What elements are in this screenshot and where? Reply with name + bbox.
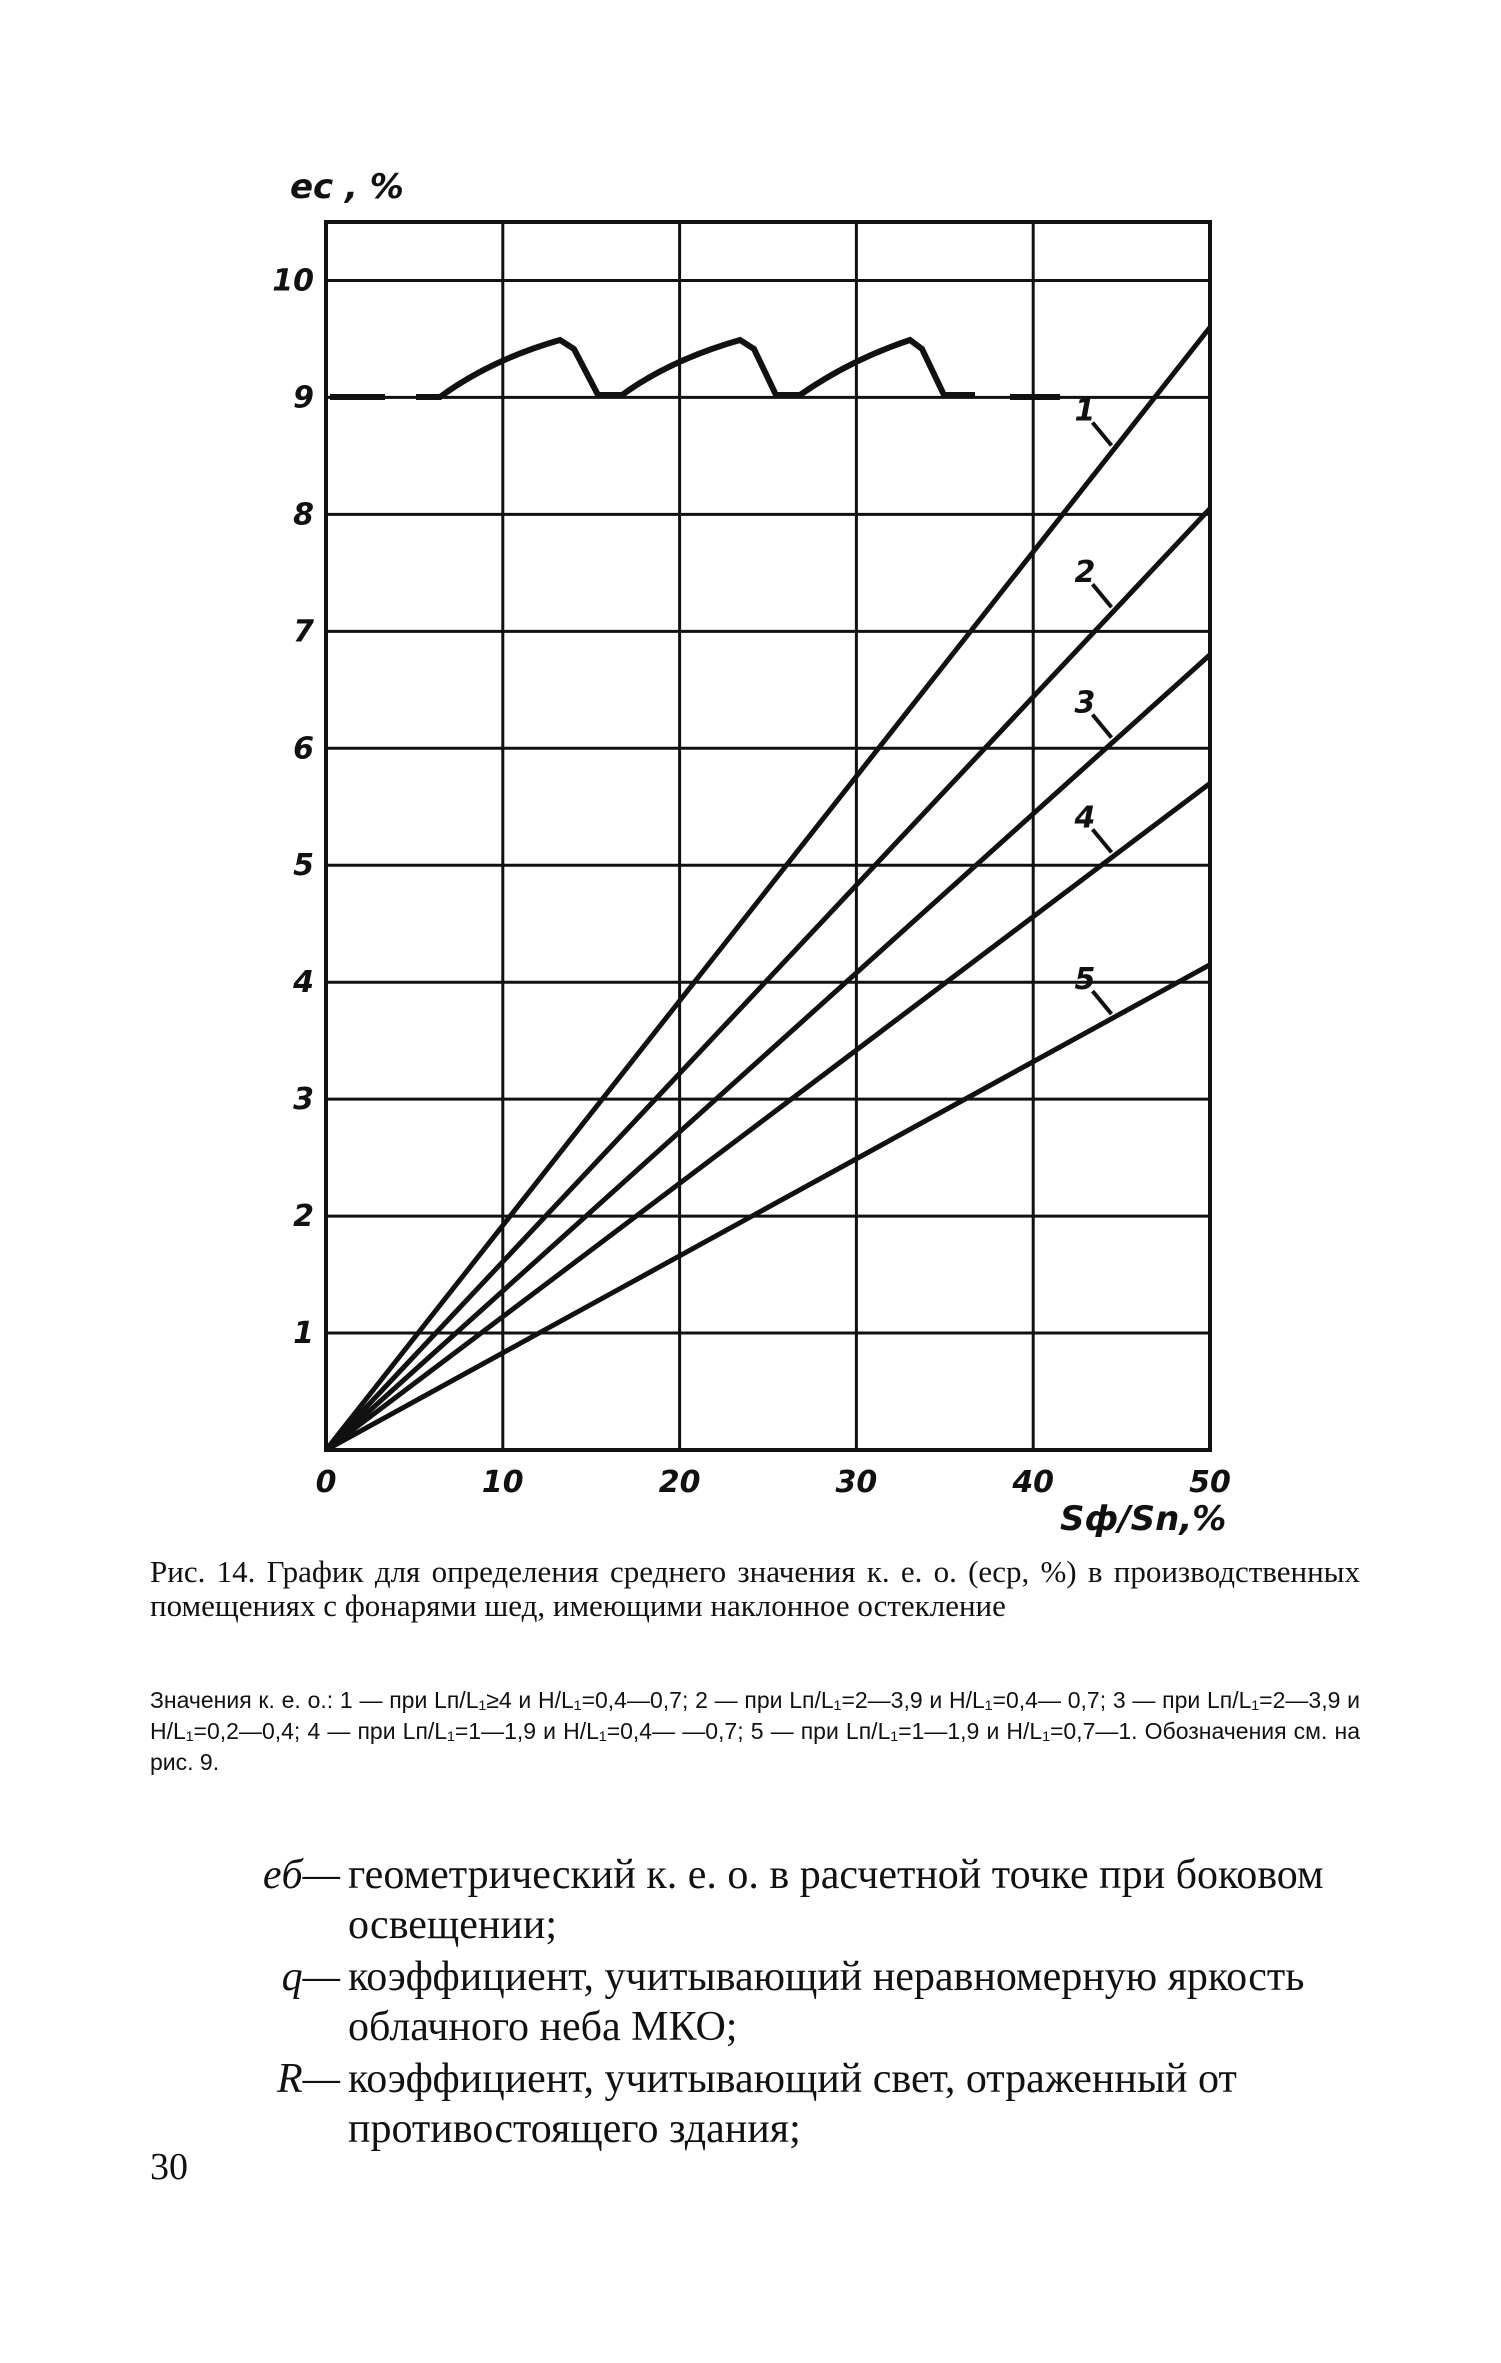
y-tick-label: 2 (293, 1199, 314, 1235)
chart-series (326, 327, 1210, 1450)
y-axis-title: eс , % (290, 167, 404, 207)
shed-roof-profile (330, 340, 1060, 397)
shed-roof-profile-path (416, 340, 975, 397)
x-axis-title: Sф/Sn,% (1060, 1499, 1227, 1539)
y-tick-label: 6 (293, 731, 314, 767)
y-tick-label: 1 (293, 1316, 314, 1352)
x-tick-label: 40 (1012, 1465, 1055, 1500)
definition-symbol: R— (277, 2056, 340, 2102)
x-tick-label: 30 (835, 1465, 878, 1500)
figure-caption: Рис. 14. График для определения среднего значения к. е. о. (eср, %) в производственных помещениях с фонарями шед, имеющими наклонное остекление (150, 1554, 1360, 1623)
x-tick-label: 10 (481, 1465, 524, 1500)
y-tick-label: 10 (272, 263, 314, 299)
y-tick-label: 4 (293, 965, 314, 1001)
y-tick-label: 3 (293, 1082, 314, 1118)
legend-note: Значения к. е. о.: 1 — при Lп/L₁≥4 и H/L₁=0,4—0,7; 2 — при Lп/L₁=2—3,9 и H/L₁=0,4— 0,7; 3 — при Lп/L₁=2—3,9 и H/L₁=0,2—0,4; 4 — при Lп/L₁=1—1,9 и H/L₁=0,4— —0,7; 5 — при Lп/L₁=1—1,9 и H/L₁=0,7—1. Обозначения см. на рис. 9. (150, 1687, 1360, 1775)
series-line-3 (326, 655, 1210, 1450)
series-line-4 (326, 783, 1210, 1450)
series-label-4: 4 (1074, 800, 1096, 836)
definition-e-b (240, 1850, 1360, 1950)
y-tick-label: 9 (293, 380, 314, 416)
x-tick-label: 0 (315, 1465, 337, 1500)
definition-text: геометрический к. е. о. в расчетной точке при боковом освещении; (348, 1852, 1324, 1948)
definition-r (240, 2054, 1360, 2154)
x-tick-label: 50 (1189, 1465, 1231, 1500)
y-tick-label: 7 (293, 614, 314, 650)
series-line-5 (326, 965, 1210, 1450)
series-label-5: 5 (1074, 962, 1096, 998)
series-label-3: 3 (1074, 685, 1096, 721)
definition-symbol: eб— (262, 1852, 340, 1898)
definition-text: коэффициент, учитывающий свет, отраженный от противостоящего здания; (348, 2056, 1237, 2152)
page-number: 30 (150, 2146, 188, 2188)
series-line-1 (326, 327, 1210, 1450)
definition-symbol: q— (281, 1954, 340, 2000)
chart-labels (272, 263, 1231, 1500)
x-tick-label: 20 (658, 1465, 701, 1500)
series-label-1: 1 (1074, 393, 1096, 429)
y-tick-label: 5 (293, 848, 314, 884)
series-label-2: 2 (1074, 555, 1096, 591)
y-tick-label: 8 (293, 497, 314, 533)
definition-text: коэффициент, учитывающий неравномерную яркость облачного неба МКО; (348, 1954, 1305, 2050)
definition-q (240, 1952, 1360, 2052)
